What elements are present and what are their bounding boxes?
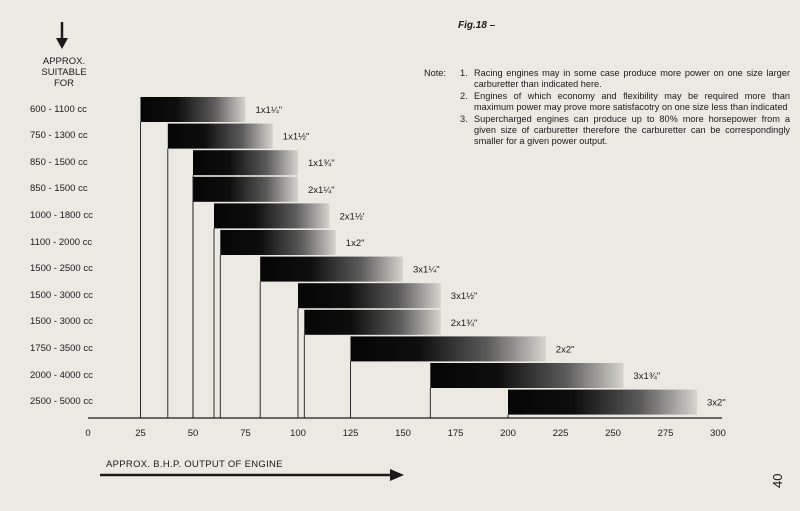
x-tick-label-25: 25: [135, 428, 146, 439]
bar-label-11: 3x1¾": [633, 371, 661, 382]
bar-4: [193, 177, 298, 202]
bar-11: [430, 363, 623, 388]
x-tick-label-225: 225: [552, 428, 569, 439]
x-tick-label-300: 300: [710, 428, 726, 439]
x-tick-label-150: 150: [395, 428, 411, 439]
bar-8: [298, 283, 441, 308]
category-label-4: 850 - 1500 cc: [30, 183, 88, 195]
x-axis-label: APPROX. B.H.P. OUTPUT OF ENGINE: [106, 459, 283, 470]
bar-label-9: 2x1¾": [450, 317, 478, 329]
note-number: 3.: [460, 113, 468, 124]
category-label-9: 1500 - 3000 cc: [30, 316, 93, 328]
bar-3: [193, 150, 298, 175]
category-label-8: 1500 - 3000 cc: [30, 289, 93, 301]
bar-1: [141, 97, 246, 122]
category-label-5: 1000 - 1800 cc: [30, 209, 93, 221]
x-tick-label-200: 200: [500, 428, 516, 439]
x-tick-label-100: 100: [290, 428, 306, 439]
notes-list: [460, 68, 790, 148]
bar-12: [508, 390, 697, 415]
x-tick-label-0: 0: [85, 428, 91, 439]
bar-label-4: 2x1¼": [308, 184, 335, 196]
note-text: Racing engines may in some case produce more power on one size larger carburetter than indicated here.: [474, 68, 790, 90]
down-arrow-icon: [56, 22, 68, 49]
x-tick-label-275: 275: [657, 428, 674, 439]
bar-label-6: 1x2": [345, 238, 365, 249]
x-axis-arrow: [100, 469, 404, 481]
note-text: Supercharged engines can produce up to 80% more horsepower from a given size of carburetter therefore the carburetter can be correspondingly smaller for a given power output.: [474, 113, 790, 147]
note-item: [460, 114, 790, 148]
category-label-3: 850 - 1500 cc: [30, 156, 88, 168]
note-text: Engines of which economy and flexibility may be required more than maximum power may prove more satisfacotry on one size less than indicated: [474, 90, 790, 113]
x-tick-label-250: 250: [605, 428, 621, 439]
note-number: 2.: [460, 90, 468, 101]
bar-label-5: 2x1½': [339, 211, 365, 223]
notes-lead: Note:: [424, 68, 446, 78]
category-label-11: 2000 - 4000 cc: [30, 369, 93, 381]
category-label-12: 2500 - 5000 cc: [30, 396, 93, 408]
x-tick-labels: [85, 428, 726, 439]
bar-label-2: 1x1½": [282, 131, 310, 143]
category-label-10: 1750 - 3500 cc: [30, 342, 93, 354]
note-item: [460, 68, 790, 91]
note-item: [460, 91, 790, 114]
category-label-7: 1500 - 2500 cc: [30, 263, 93, 275]
category-label-2: 750 - 1300 cc: [30, 130, 88, 142]
bar-label-1: 1x1¼": [255, 105, 283, 116]
bar-label-7: 3x1¼": [413, 264, 440, 276]
bar-label-10: 2x2": [555, 344, 575, 356]
category-label-6: 1100 - 2000 cc: [30, 236, 93, 248]
page-number: 40: [770, 473, 785, 488]
x-tick-label-175: 175: [447, 428, 464, 439]
bar-6: [220, 230, 335, 255]
note-number: 1.: [460, 68, 468, 78]
category-label-1: 600 - 1100 cc: [30, 103, 87, 115]
bar-5: [214, 203, 330, 228]
x-tick-label-125: 125: [342, 428, 359, 439]
figure-label: Fig.18 –: [458, 20, 496, 31]
y-axis-label: APPROX. SUITABLE FOR: [41, 56, 87, 89]
x-tick-label-75: 75: [240, 428, 251, 439]
bar-9: [304, 310, 441, 335]
bar-label-12: 3x2": [707, 397, 726, 409]
x-tick-label-50: 50: [187, 428, 199, 439]
bar-7: [260, 257, 403, 282]
bar-2: [168, 124, 273, 149]
bar-10: [351, 336, 546, 361]
bar-label-3: 1x1¾": [308, 158, 335, 170]
bar-label-8: 3x1½": [450, 291, 478, 303]
